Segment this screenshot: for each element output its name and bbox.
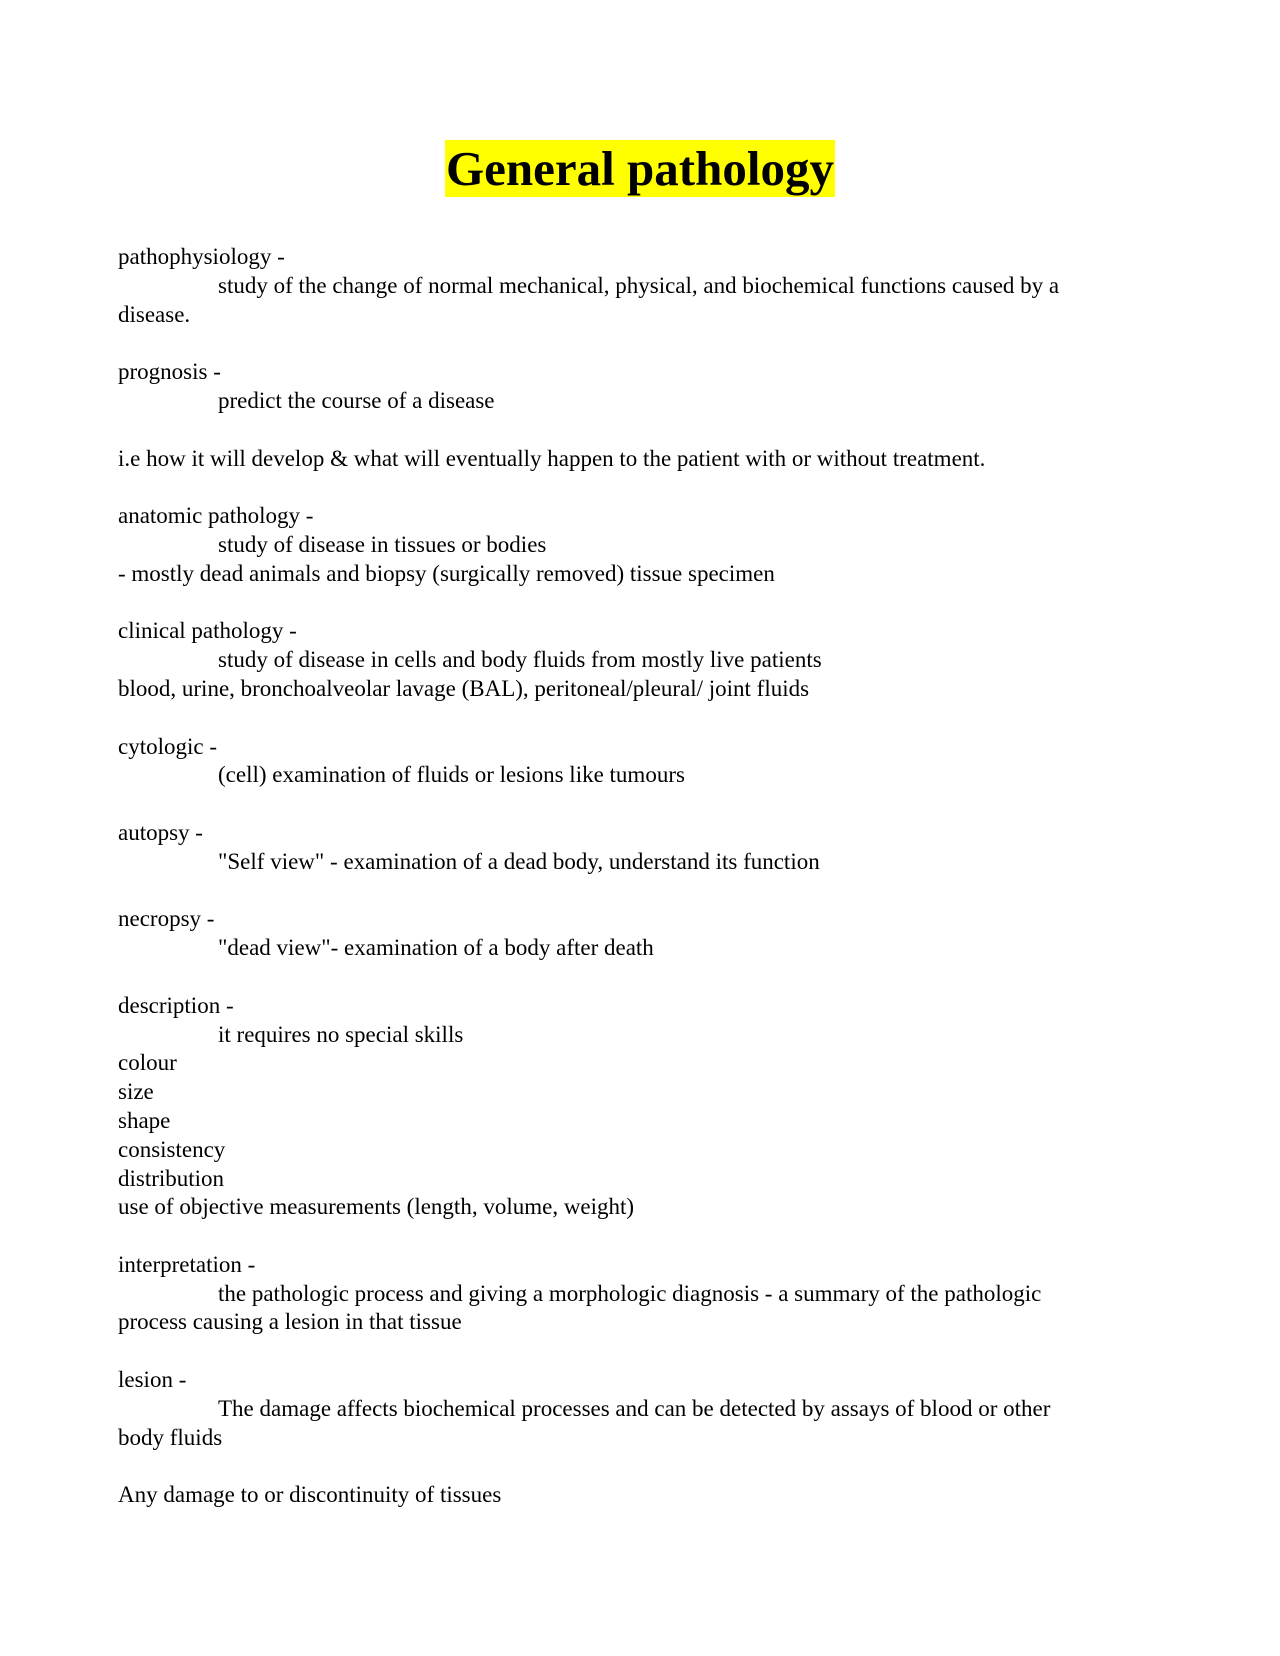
paragraph-gap [118,473,1148,502]
definition-necropsy: "dead view"- examination of a body after death [218,935,654,961]
paragraph-gap [118,1337,1148,1366]
definition-continuation: body fluids [118,1424,223,1450]
paragraph-gap [118,963,1148,992]
paragraph-gap [118,790,1148,819]
definition-autopsy: "Self view" - examination of a dead body, understand its function [218,848,820,874]
term-prognosis: prognosis - [118,359,221,385]
paragraph-gap [118,877,1148,906]
list-item: shape [118,1107,171,1133]
list-item: distribution [118,1165,225,1191]
term-pathophysiology: pathophysiology - [118,244,285,269]
term-cytologic: cytologic - [118,733,217,759]
definition-anatomic-pathology: study of disease in tissues or bodies [218,531,547,557]
definition-prognosis: predict the course of a disease [218,387,495,413]
paragraph-gap [118,1452,1148,1481]
paragraph-gap [118,416,1148,445]
term-description: description - [118,992,234,1018]
term-interpretation: interpretation - [118,1251,256,1277]
definition-interpretation: the pathologic process and giving a morphologic diagnosis - a summary of the pathologic [218,1280,1042,1306]
note-prognosis: i.e how it will develop & what will eventually happen to the patient with or without treatment. [118,445,986,471]
term-lesion: lesion - [118,1367,187,1393]
note-lesion: Any damage to or discontinuity of tissues [118,1482,502,1508]
list-item: use of objective measurements (length, volume, weight) [118,1194,635,1220]
term-autopsy: autopsy - [118,819,203,845]
definition-description: it requires no special skills [218,1021,464,1047]
document-body [118,243,1148,1510]
paragraph-gap [118,704,1148,733]
definition-pathophysiology: study of the change of normal mechanical, physical, and biochemical functions caused by a [218,272,1060,298]
definition-cytologic: (cell) examination of fluids or lesions like tumours [218,762,685,788]
note-anatomic-pathology: - mostly dead animals and biopsy (surgically removed) tissue specimen [118,560,775,586]
definition-continuation: process causing a lesion in that tissue [118,1309,462,1335]
page-title: General pathology [446,141,834,196]
note-clinical-pathology: blood, urine, bronchoalveolar lavage (BAL), peritoneal/pleural/ joint fluids [118,675,810,701]
term-necropsy: necropsy - [118,906,215,932]
list-item: colour [118,1050,177,1076]
paragraph-gap [118,589,1148,618]
list-item: size [118,1079,154,1105]
definition-lesion: The damage affects biochemical processes and can be detected by assays of blood or other [218,1395,1051,1421]
title-container [0,140,1280,197]
term-anatomic-pathology: anatomic pathology - [118,503,314,529]
definition-clinical-pathology: study of disease in cells and body fluids from mostly live patients [218,647,822,673]
paragraph-gap [118,1222,1148,1251]
term-clinical-pathology: clinical pathology - [118,618,297,644]
definition-continuation: disease. [118,301,191,327]
paragraph-gap [118,329,1148,358]
list-item: consistency [118,1136,226,1162]
